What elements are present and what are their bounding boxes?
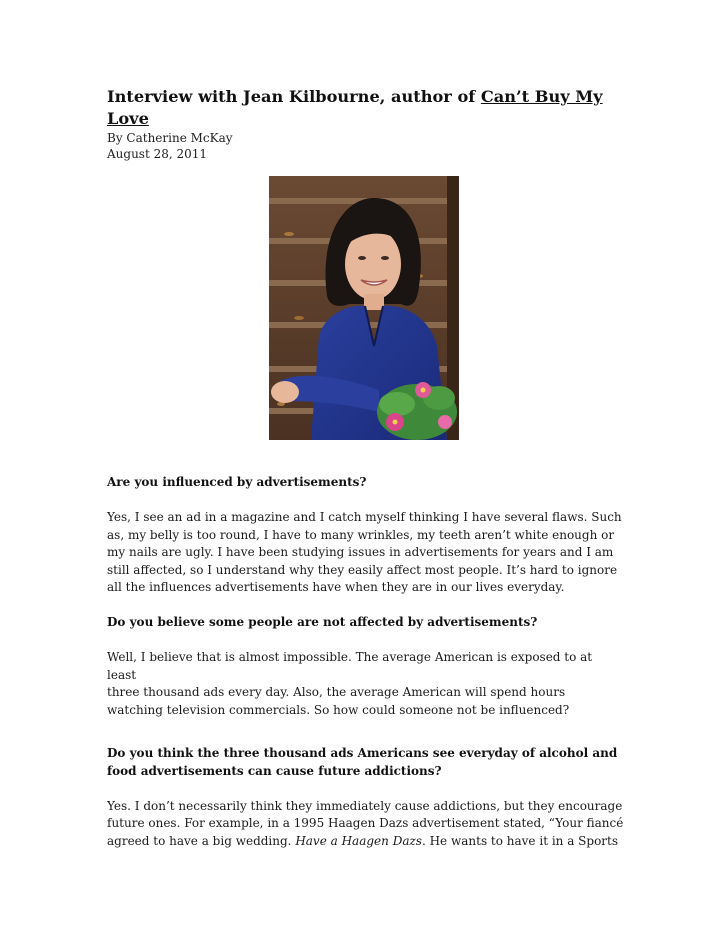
question-1: Are you influenced by advertisements? (107, 475, 367, 489)
answer-line: watching television commercials. So how could someone not be influenced? (107, 702, 570, 717)
book-title: Can’t Buy My Love (107, 87, 603, 128)
answer-line: still affected, so I understand why they easily affect most people. It’s hard to ignore (107, 562, 618, 577)
answer-line: future ones. For example, in a 1995 Haagen Dazs advertisement stated, “Your fiancé (107, 816, 624, 830)
answer-text: . He wants to have it in a Sports (421, 833, 619, 848)
interview-content (107, 474, 625, 850)
title-prefix: Interview with Jean Kilbourne, author of (107, 87, 481, 106)
article-title (107, 86, 622, 130)
question-line: food advertisements can cause future addictions? (107, 763, 442, 778)
answer-line: Well, I believe that is almost impossible. The average American is exposed to at least (107, 650, 593, 682)
answer-3 (107, 798, 625, 851)
answer-text: agreed to have a big wedding. (107, 833, 296, 848)
portrait-photo-icon (269, 176, 459, 440)
publish-date: August 28, 2011 (107, 147, 208, 161)
answer-line: as, my belly is too round, I have to many wrinkles, my teeth aren’t white enough or (107, 527, 615, 542)
author-photo (269, 176, 459, 440)
answer-1 (107, 509, 625, 597)
question-line: Do you think the three thousand ads Americans see everyday of alcohol and (107, 746, 618, 760)
question-3 (107, 745, 625, 780)
answer-italic-text: Have a Haagen Dazs (295, 833, 422, 848)
answer-2 (107, 649, 625, 719)
answer-line (107, 833, 625, 851)
document-page (107, 86, 624, 848)
answer-line: Yes, I see an ad in a magazine and I catch myself thinking I have several flaws. Such (107, 510, 622, 524)
answer-line: three thousand ads every day. Also, the average American will spend hours (107, 685, 566, 699)
byline: By Catherine McKay (107, 131, 233, 145)
answer-line: all the influences advertisements have when they are in our lives everyday. (107, 580, 565, 594)
answer-line: Yes. I don’t necessarily think they immediately cause addictions, but they encourage (107, 798, 623, 813)
question-2: Do you believe some people are not affected by advertisements? (107, 615, 538, 629)
answer-line: my nails are ugly. I have been studying issues in advertisements for years and I am (107, 545, 614, 559)
